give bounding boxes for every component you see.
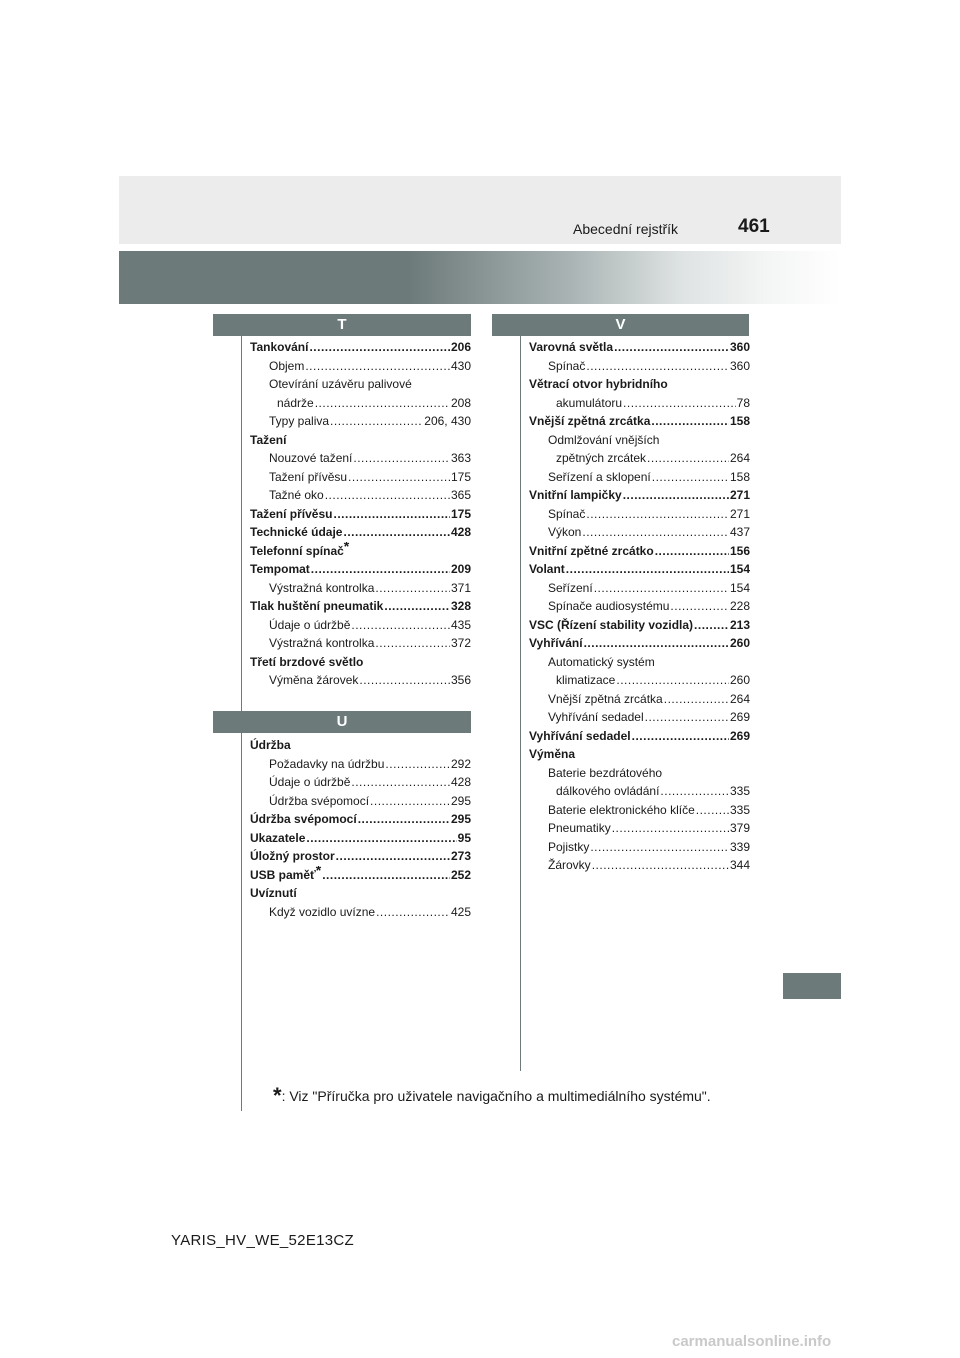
dot-leader	[647, 449, 729, 468]
index-entry	[250, 829, 471, 848]
index-entry-text: Pojistky	[548, 839, 590, 854]
index-entry-page: 264	[729, 451, 750, 465]
dot-leader	[376, 903, 450, 922]
index-entry-page: 208	[450, 395, 471, 410]
index-entry-text: Spínač	[548, 358, 586, 373]
index-entry	[529, 505, 750, 524]
index-entry	[250, 486, 471, 505]
index-entry-page: 356	[450, 673, 471, 687]
index-entry-text: Baterie elektronického klíče	[548, 802, 695, 817]
index-entry-page: 435	[450, 617, 471, 632]
index-entry-page: 295	[450, 812, 471, 826]
index-entry	[529, 560, 750, 579]
index-entry-text: Typy paliva	[269, 414, 330, 428]
index-entry-text: Třetí brzdové světlo	[250, 654, 364, 669]
index-entry-text: Požadavky na údržbu	[269, 756, 385, 771]
index-entry-text: Vnitřní zpětné zrcátko	[529, 543, 654, 558]
index-entry-text: zpětných zrcátek	[556, 451, 647, 465]
index-entry	[250, 671, 471, 690]
dot-leader	[655, 542, 729, 561]
index-entry-page: 372	[450, 636, 471, 650]
index-entry	[250, 394, 471, 413]
index-entry-page: 252	[450, 867, 471, 882]
index-entry-text: Větrací otvor hybridního	[529, 377, 668, 391]
index-entry-page: 363	[450, 451, 471, 465]
dot-leader	[309, 338, 450, 357]
index-entry	[529, 431, 750, 450]
header-band	[119, 251, 841, 304]
index-entry	[529, 375, 750, 394]
index-entry-page: 430	[450, 358, 471, 373]
dot-leader	[311, 560, 450, 579]
index-entry	[529, 597, 750, 616]
dot-leader	[584, 634, 729, 653]
index-entry-text: Výměna žárovek	[269, 673, 359, 687]
index-entry	[529, 616, 750, 635]
index-entry	[250, 616, 471, 635]
index-entry	[529, 671, 750, 690]
index-entry-page: 269	[729, 728, 750, 743]
index-entry-page: 156	[729, 543, 750, 558]
dot-leader	[612, 819, 729, 838]
index-entry	[529, 653, 750, 672]
dot-leader	[351, 773, 450, 792]
index-entry-text: Varovná světla	[529, 340, 614, 354]
index-entry	[250, 736, 471, 755]
dot-leader	[333, 505, 449, 524]
index-entry	[250, 847, 471, 866]
dot-leader	[594, 579, 729, 598]
header-strip	[119, 176, 841, 244]
index-entry-page: 379	[729, 821, 750, 835]
index-entry	[529, 690, 750, 709]
index-entry-page: 269	[729, 710, 750, 724]
index-entry-page: 154	[729, 580, 750, 595]
index-entry-text: Tlak huštění pneumatik	[250, 599, 384, 613]
index-entry	[250, 903, 471, 922]
index-entry-text: USB paměť*	[250, 866, 321, 885]
index-entry-text: Pneumatiky	[548, 821, 611, 835]
dot-leader	[306, 829, 456, 848]
index-entry	[529, 449, 750, 468]
dot-leader	[351, 616, 450, 635]
dot-leader	[664, 690, 729, 709]
index-entry-text: Seřízení a sklopení	[548, 469, 651, 484]
index-entry-text: Tažení přívěsu	[250, 506, 333, 521]
dot-leader	[582, 523, 729, 542]
index-entry	[250, 375, 471, 394]
index-entry-text: Automatický systém	[548, 654, 655, 669]
index-entry-page: 360	[729, 340, 750, 354]
index-entry-text: Údržba svépomocí	[269, 793, 370, 808]
index-entry-text: Údržba	[250, 738, 291, 752]
page-title: Abecední rejstřík	[573, 221, 679, 237]
index-entry-text: Spínače audiosystému	[548, 599, 670, 613]
index-entry-page: 335	[729, 784, 750, 798]
dot-leader	[385, 755, 450, 774]
index-entry	[529, 523, 750, 542]
index-entry-page: 428	[450, 525, 471, 539]
index-entry-text: Telefonní spínač*	[250, 542, 349, 561]
index-list-V	[529, 338, 750, 875]
index-entry-page: 273	[450, 849, 471, 863]
index-entry	[250, 412, 471, 431]
index-entry	[250, 773, 471, 792]
footnote-marker: *	[343, 541, 350, 554]
index-entry-page: 175	[450, 469, 471, 484]
middle-column-rule	[520, 336, 521, 1071]
index-entry	[250, 792, 471, 811]
index-entry-text: Nouzové tažení	[269, 451, 353, 465]
dot-leader	[694, 616, 729, 635]
dot-leader	[632, 727, 729, 746]
index-entry-page: 295	[450, 793, 471, 808]
index-entry	[529, 357, 750, 376]
index-entry	[250, 866, 471, 885]
index-entry-page: 437	[729, 525, 750, 539]
index-entry-page: 428	[450, 775, 471, 789]
dot-leader	[623, 486, 729, 505]
index-entry-page: 339	[729, 839, 750, 854]
watermark: carmanualsonline.info	[672, 1333, 832, 1350]
dot-leader	[359, 671, 450, 690]
dot-leader	[322, 866, 450, 885]
index-entry	[529, 782, 750, 801]
chapter-side-tab	[783, 973, 841, 999]
index-entry-page: 158	[729, 414, 750, 428]
index-entry-page: 209	[450, 562, 471, 576]
footnote-text: : Viz "Příručka pro uživatele navigačního a multimediálního systému".	[281, 1088, 711, 1104]
index-entry-text: Spínač	[548, 506, 586, 521]
index-entry-text: Vyhřívání sedadel	[548, 710, 644, 724]
index-entry	[250, 542, 471, 561]
index-entry-page: 158	[729, 469, 750, 484]
index-entry	[250, 449, 471, 468]
index-entry	[529, 801, 750, 820]
footnote	[273, 1083, 711, 1109]
index-entry	[250, 755, 471, 774]
index-entry-text: Uvíznutí	[250, 886, 297, 900]
index-entry-text: Výstražná kontrolka	[269, 580, 375, 595]
index-entry	[529, 727, 750, 746]
dot-leader	[590, 838, 729, 857]
index-entry	[529, 338, 750, 357]
index-entry-text: Objem	[269, 358, 305, 373]
dot-leader	[670, 597, 729, 616]
index-list-U	[250, 736, 471, 921]
index-entry-page: 360	[729, 358, 750, 373]
dot-leader	[375, 579, 450, 598]
index-entry-text: akumulátoru	[556, 395, 623, 410]
index-entry-page: 78	[736, 395, 750, 410]
index-entry-page: 335	[729, 802, 750, 817]
dot-leader	[623, 394, 736, 413]
dot-leader	[375, 634, 450, 653]
index-entry	[529, 394, 750, 413]
index-entry	[529, 468, 750, 487]
index-entry	[529, 764, 750, 783]
index-entry	[250, 634, 471, 653]
dot-leader	[696, 801, 729, 820]
dot-leader	[370, 792, 450, 811]
index-entry	[250, 431, 471, 450]
section-header-T: T	[213, 314, 471, 336]
index-entry-text: Baterie bezdrátového	[548, 765, 663, 780]
index-entry	[529, 542, 750, 561]
index-entry-page: 264	[729, 691, 750, 706]
index-entry-text: Údaje o údržbě	[269, 617, 351, 632]
index-entry-text: Když vozidlo uvízne	[269, 904, 376, 919]
page-number: 461	[738, 216, 770, 237]
index-entry	[529, 838, 750, 857]
section-header-V: V	[492, 314, 749, 336]
index-entry	[250, 579, 471, 598]
index-entry-text: Tempomat	[250, 562, 310, 576]
index-entry-page: 213	[729, 617, 750, 632]
dot-leader	[353, 449, 450, 468]
index-entry-text: Tankování	[250, 340, 309, 354]
dot-leader	[614, 338, 729, 357]
dot-leader	[325, 486, 450, 505]
index-entry-page: 344	[729, 858, 750, 872]
index-entry-text: Vyhřívání sedadel	[529, 728, 631, 743]
index-entry	[529, 412, 750, 431]
index-entry-text: Odmlžování vnějších	[548, 432, 660, 447]
index-entry	[250, 560, 471, 579]
dot-leader	[586, 505, 729, 524]
index-entry	[250, 523, 471, 542]
index-entry-text: Vnější zpětná zrcátka	[529, 414, 651, 428]
index-entry-text: Žárovky	[548, 858, 591, 872]
dot-leader	[592, 856, 729, 875]
index-entry	[529, 634, 750, 653]
dot-leader	[586, 357, 729, 376]
dot-leader	[336, 847, 450, 866]
index-entry-page: 95	[457, 830, 471, 845]
index-entry	[529, 819, 750, 838]
index-entry	[529, 579, 750, 598]
index-entry-page: 206, 430	[424, 414, 471, 428]
index-entry-text: Tažení	[250, 432, 287, 447]
index-entry-text: Ukazatele	[250, 830, 306, 845]
index-entry-text: Vyhřívání	[529, 636, 583, 650]
index-entry-text: dálkového ovládání	[556, 784, 660, 798]
index-entry-page: 271	[729, 488, 750, 502]
index-entry-text: Údaje o údržbě	[269, 775, 351, 789]
index-entry	[529, 708, 750, 727]
dot-leader	[645, 708, 729, 727]
dot-leader	[651, 412, 729, 431]
index-entry-text: Vnitřní lampičky	[529, 488, 622, 502]
index-entry	[250, 653, 471, 672]
dot-leader	[343, 523, 449, 542]
index-entry-page: 260	[729, 673, 750, 687]
index-entry-text: nádrže	[277, 395, 314, 410]
index-entry	[529, 856, 750, 875]
index-entry-text: klimatizace	[556, 673, 616, 687]
index-entry-page: 425	[450, 904, 471, 919]
index-entry	[250, 597, 471, 616]
index-entry	[250, 357, 471, 376]
dot-leader	[660, 782, 729, 801]
index-entry-page: 154	[729, 562, 750, 576]
section-header-U: U	[213, 711, 471, 733]
index-entry	[250, 884, 471, 903]
index-entry	[250, 338, 471, 357]
index-entry-text: Technické údaje	[250, 525, 343, 539]
index-entry-text: Údržba svépomocí	[250, 812, 357, 826]
index-list-T	[250, 338, 471, 690]
dot-leader	[348, 468, 450, 487]
index-entry-text: Seřízení	[548, 580, 593, 595]
dot-leader	[566, 560, 729, 579]
dot-leader	[616, 671, 729, 690]
index-entry-text: Otevírání uzávěru palivové	[269, 377, 412, 391]
index-entry-page: 206	[450, 340, 471, 354]
index-entry-text: Výkon	[548, 525, 582, 539]
index-entry-page: 371	[450, 580, 471, 595]
index-entry-page: 175	[450, 506, 471, 521]
index-entry-page: 260	[729, 636, 750, 650]
dot-leader	[384, 597, 450, 616]
index-entry-text: Úložný prostor	[250, 849, 335, 863]
index-entry-text: Výměna	[529, 747, 576, 761]
dot-leader	[358, 810, 450, 829]
dot-leader	[305, 357, 450, 376]
index-entry	[529, 486, 750, 505]
index-entry-text: VSC (Řízení stability vozidla)	[529, 617, 694, 632]
dot-leader	[652, 468, 729, 487]
index-entry-page: 292	[450, 756, 471, 771]
dot-leader	[315, 394, 450, 413]
index-entry	[250, 810, 471, 829]
index-entry-page: 228	[729, 599, 750, 613]
index-entry-text: Volant	[529, 562, 565, 576]
footnote-marker: *	[315, 865, 322, 878]
document-code: YARIS_HV_WE_52E13CZ	[171, 1232, 354, 1249]
index-entry-text: Tažné oko	[269, 488, 324, 502]
index-entry-text: Výstražná kontrolka	[269, 636, 375, 650]
index-entry	[529, 745, 750, 764]
index-entry-page: 328	[450, 599, 471, 613]
dot-leader	[330, 412, 423, 431]
index-entry	[250, 505, 471, 524]
index-entry-page: 365	[450, 488, 471, 502]
index-entry-text: Tažení přívěsu	[269, 469, 348, 484]
index-entry-page: 271	[729, 506, 750, 521]
index-entry	[250, 468, 471, 487]
footnote-star: *	[273, 1083, 282, 1108]
index-entry-text: Vnější zpětná zrcátka	[548, 691, 663, 706]
